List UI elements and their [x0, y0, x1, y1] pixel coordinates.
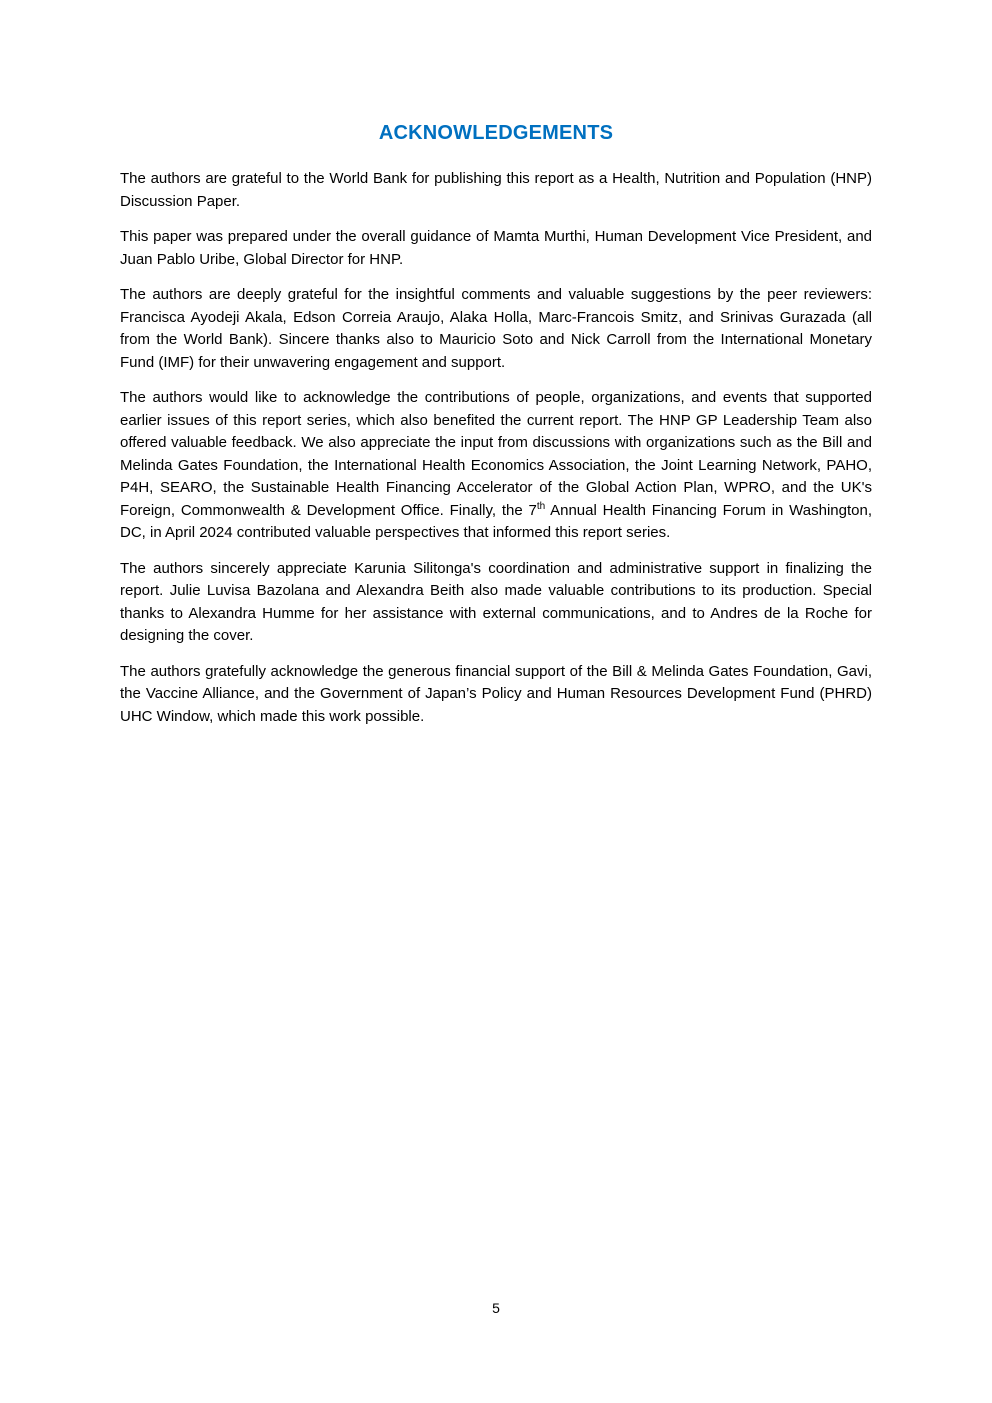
- paragraph-contributions: [120, 387, 872, 545]
- acknowledgements-body: [120, 168, 872, 741]
- paragraph-contributions-text-a: The authors would like to acknowledge the contributions of people, organizations, and events that supported earlier issues of this report series, which also benefited the current report. The HNP GP Leadership Team also offered valuable feedback. We also appreciate the input from discussions with organizations such as the Bill and Melinda Gates Foundation, the International Health Economics Association, the Joint Learning Network, PAHO, P4H, SEARO, the Sustainable Health Financing Accelerator of the Global Action Plan, WPRO, and the UK's Foreign, Commonwealth & Development Office. Finally, the 7: [120, 389, 872, 519]
- paragraph-publication: The authors are grateful to the World Bank for publishing this report as a Health, Nutrition and Population (HNP) Discussion Paper.: [120, 170, 872, 210]
- paragraph-contributions-text-b: Annual Health Financing Forum in Washington, DC, in April 2024 contributed valuable perspectives that informed this report series.: [120, 501, 872, 541]
- page-number: 5: [492, 1300, 500, 1316]
- paragraph-financial-support: The authors gratefully acknowledge the generous financial support of the Bill & Melinda Gates Foundation, Gavi, the Vaccine Alliance, and the Government of Japan’s Policy and Human Resources Development Fund (PHRD) UHC Window, which made this work possible.: [120, 662, 872, 725]
- paragraph-guidance: This paper was prepared under the overall guidance of Mamta Murthi, Human Development Vice President, and Juan Pablo Uribe, Global Director for HNP.: [120, 228, 872, 268]
- paragraph-coordination: The authors sincerely appreciate Karunia Silitonga's coordination and administrative support in finalizing the report. Julie Luvisa Bazolana and Alexandra Beith also made valuable contributions to its production. Special thanks to Alexandra Humme for her assistance with external communications, and to Andres de la Roche for designing the cover.: [120, 559, 872, 644]
- page-title: ACKNOWLEDGEMENTS: [378, 122, 614, 144]
- paragraph-peer-reviewers: The authors are deeply grateful for the insightful comments and valuable suggestions by the peer reviewers: Francisca Ayodeji Akala, Edson Correia Araujo, Alaka Holla, Marc-Francois Smitz, and Srinivas Gurazada (all from the World Bank). Sincere thanks also to Mauricio Soto and Nick Carroll from the International Monetary Fund (IMF) for their unwavering engagement and support.: [120, 286, 872, 371]
- ordinal-superscript: th: [536, 500, 546, 512]
